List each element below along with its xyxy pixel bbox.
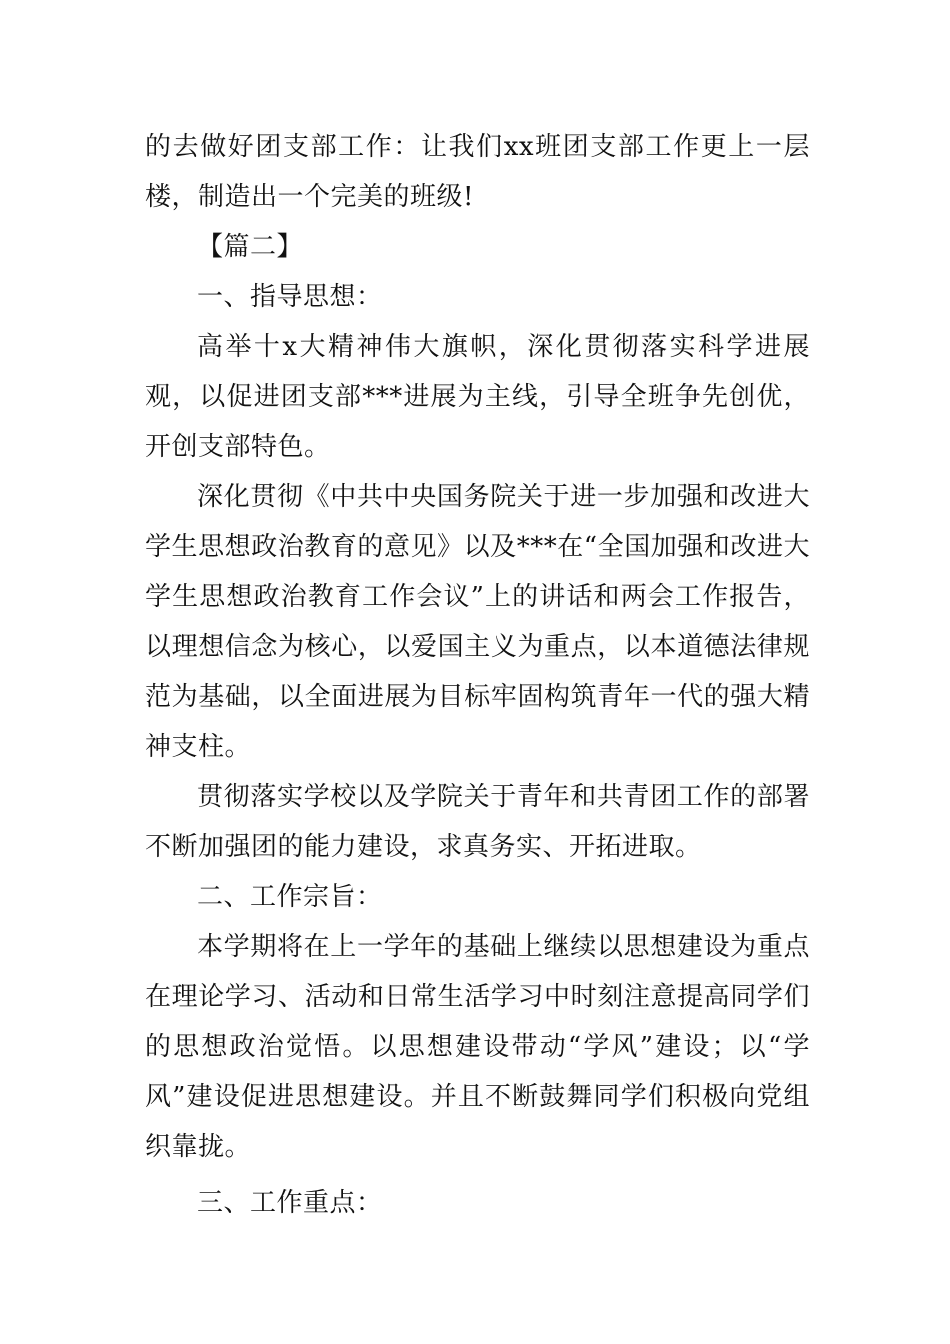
heading-work-purpose: 二、工作宗旨：: [197, 882, 383, 912]
paragraph-work-purpose: 本学期将在上一学年的基础上继续以思想建设为重点在理论学习、活动和日常生活学习中时刻注意提高同学们的思想政治觉悟。以思想建设带动“学风”建设；以“学风”建设促进思想建设。并且不断鼓舞同学们积极向党组织靠拢。: [145, 932, 810, 1162]
paragraph-guiding-1: 高举十x大精神伟大旗帜，深化贯彻落实科学进展观，以促进团支部***进展为主线，引导全班争先创优，开创支部特色。: [145, 332, 810, 462]
heading-guiding-thought: 一、指导思想：: [197, 282, 383, 312]
section-title-part-two: 【篇二】: [197, 232, 304, 262]
paragraph-guiding-3: 贯彻落实学校以及学院关于青年和共青团工作的部署不断加强团的能力建设，求真务实、开拓进取。: [145, 782, 810, 862]
heading-work-focus: 三、工作重点：: [197, 1188, 383, 1218]
paragraph-continuation: 的去做好团支部工作：让我们xx班团支部工作更上一层楼，制造出一个完美的班级!: [145, 132, 810, 212]
paragraph-guiding-2: 深化贯彻《中共中央国务院关于进一步加强和改进大学生思想政治教育的意见》以及***在“全国加强和改进大学生思想政治教育工作会议”上的讲话和两会工作报告，以理想信念为核心，以爱国主义为重点，以本道德法律规范为基础，以全面进展为目标牢固构筑青年一代的强大精神支柱。: [145, 482, 810, 762]
